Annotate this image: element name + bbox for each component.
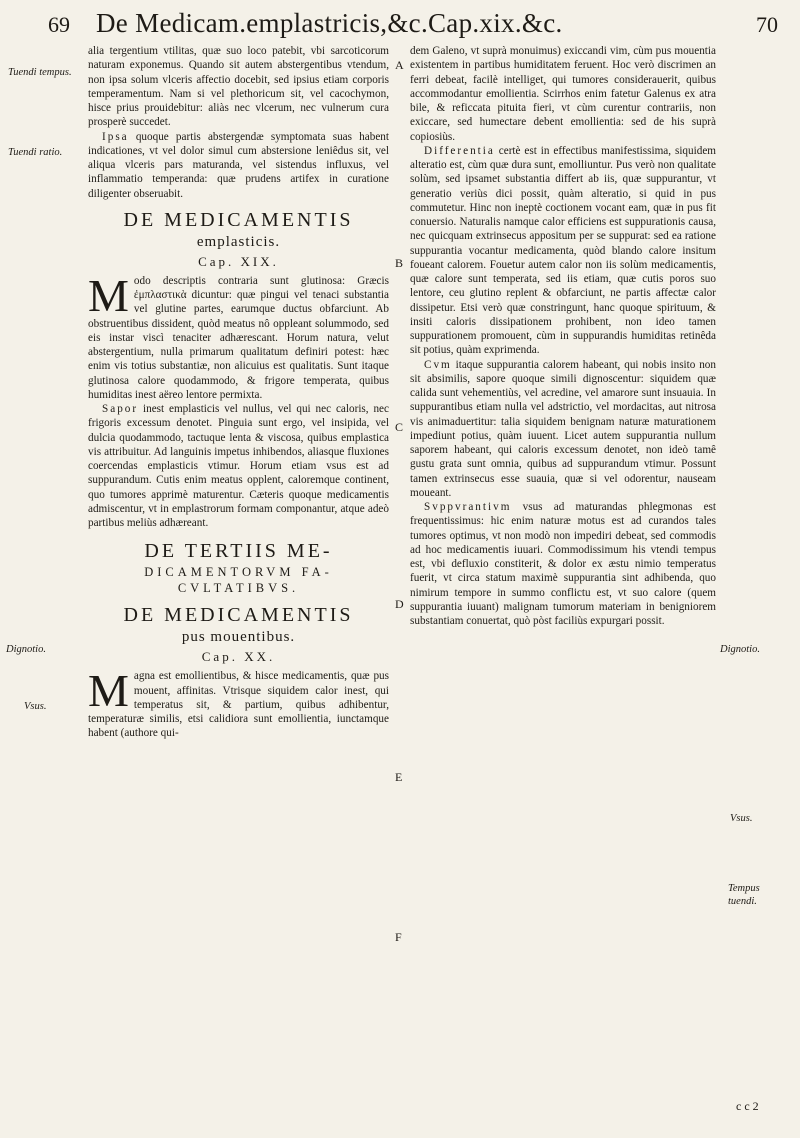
paragraph — [88, 665, 389, 740]
section-heading-tertiis-line2: DICAMENTORVM FA- — [144, 565, 333, 580]
column-mark-e: E — [395, 770, 403, 784]
paragraph-lead-word: Svppvrantivm — [424, 501, 512, 513]
paragraph-text: certè est in effectibus manifestissima, siquidem alteratio est, cùm quæ dura sunt, emolliuntur. Pus verò non qualitate solùm, sed ipsamet substantia differt ab iis, quæ suppurantur, vt generatio veriùs dici possit, quàm alteratio, si quid in pus commutetur. Hinc non ineptè coctionem vocant eam, quæ in pus fit conuersio. Naturalis namque calor efficiens est suppurationis causa, nec quicquam extrinsecus appositum per se suppurat: sed ea ratione suppurantia vocantur medicamenta, quòd blando calore insitum foueant calorem. Fouetur autem calor non iis solùm medicamentis, quæ calore sunt temperata, sed iis etiam, quæ cutis poros suo lentore, ceu glutino replent & obfarciunt, ne partis affectæ calor dissipetur. Etsi verò quæ constringunt, hanc quoque spirituum, & insiti caloris dissipationem prohibent, non ideo tamen suppurationem promouent, cùm in suppurandis humiditas retinêda sit potius, quàm exprimenda. — [410, 144, 716, 357]
section-heading-emplasticis: DE MEDICAMENTIS — [123, 208, 354, 231]
margin-note-dignotio: Dignotio. — [6, 644, 46, 655]
paragraph — [410, 358, 716, 501]
paragraph-text: inest emplasticis vel nullus, vel qui nec caloris, nec frigoris excessum denotet. Pinguia sunt ergo, vel insipida, vel dulcia quodammodo, tactuque lenta & viscosa, quibus emplastica vis attribuitur. Ad languinis impetus inhibendos, aliasque fluxiones coercendas emplasticis vtimur. Horum etiam vsus est ad suppurandum. Cutis enim meatus opplent, caloremque continent, quo tumores apprimè maturentur. Cæteris quoque medicamentis admiscentur, vt in emplastrorum formam componantur, atque adeò partibus meliùs adhæreant. — [88, 403, 389, 529]
chapter-number-xix: Cap. XIX. — [198, 253, 279, 269]
paragraph: alia tergentium vtilitas, quæ suo loco patebit, vbi sarcoticorum naturam exponemus. Quando sit autem abstergentibus vtendum, non ipsa solum vlceris affectio docebit, sed ipsius etiam corporis temperamentum. Nam si vel plethoricum sit, vel cacochymon, hisce prius prouidebitur: aliàs nec vlcerum, nec vulnerum cura prosperè succedet. — [88, 45, 389, 129]
page-header — [0, 8, 800, 42]
drop-cap: M — [88, 269, 129, 321]
margin-note-vsus-right: Vsus. — [730, 813, 753, 824]
paragraph-lead-word: Cvm — [424, 358, 452, 371]
paragraph — [88, 269, 389, 402]
margin-note-tempus-tuendi: Tempus tuendi. — [728, 883, 760, 907]
section-heading-pus-mouentibus: DE MEDICAMENTIS — [123, 604, 354, 627]
right-text-column — [410, 44, 716, 628]
paragraph-lead-word: Differentia — [424, 144, 495, 157]
paragraph-lead-word: Sapor — [102, 403, 139, 415]
page-number-right: 70 — [756, 12, 778, 37]
section-heading-tertiis-line3: CVLTATIBVS. — [177, 581, 300, 596]
column-mark-b: B — [395, 256, 404, 270]
page-number-left: 69 — [48, 12, 70, 37]
section-heading-tertiis: DE TERTIIS ME- — [144, 540, 333, 563]
paragraph-lead-word: Ipsa — [102, 130, 129, 143]
paragraph — [410, 500, 716, 628]
paragraph — [88, 130, 389, 201]
paragraph — [88, 402, 389, 530]
column-mark-d: D — [395, 597, 404, 611]
section-subheading-pus-mouentibus: pus mouentibus. — [181, 629, 296, 646]
paragraph-text: odo descriptis contraria sunt glutinosa: Græcis ἐμπλαστικὰ dicuntur: quæ pingui vel tenaci substantia vel glutine partes, earumque ductus obfarciunt. Ab obstruentibus dissident, quòd meatus nô oppleant solummodo, sed eis instar viscì tenaciter adhærescant. Horum natura, velut abstergentium, nulla primarum qualitatum definiri potest: hæc enim vis totius substantiæ, non alicuius est qualitatis. Sunt itaque glutinosa calore quodammodo, & frigore temperata, quibus humiditas inest aëreo lentore permixta. — [88, 274, 389, 401]
margin-note-dignotio-right: Dignotio. — [720, 644, 760, 655]
running-title: De Medicam.emplastricis,&c.Cap.xix.&c. — [96, 8, 563, 38]
margin-note-vsus: Vsus. — [24, 701, 47, 712]
column-mark-c: C — [395, 420, 404, 434]
paragraph-text: itaque suppurantia calorem habeant, qui nobis insito non sit absimilis, sapore quoque simili dignoscentur: siquidem quæ calida sunt vehementiùs, vel acredine, vel amarore sunt insuauia. In suppurantibus etiam nulla vel adstrictio, vel mordacitas, aut nitrosa vis animaduertitur: talia siquidem benignam naturæ maturationem impediunt potius, quàm iuuent. Licet autem suppurantia nullum saporem habeant, qui caloris excessum denotet, non ideò tamê gustu grata sunt omnia, quibus ad suppurandum vtimur. Possunt tamen extrinsecus esse suauia, quæ si vel odorentur, nauseam moueant. — [410, 358, 716, 499]
signature-mark: c c 2 — [736, 1099, 759, 1113]
column-mark-f: F — [395, 930, 402, 944]
left-text-column — [88, 44, 389, 741]
paragraph: dem Galeno, vt suprà monuimus) exiccandi vim, cùm pus mouentia existentem in partibus humiditatem feruent. Hoc verò discrimen an ferri debeat, facilè intelliget, qui tumores considerauerit, quibus accommodantur emollientia. Scirrhos enim fatetur Galenus ex atra bile, & reficcata pituita fieri, vt cùm curentur contrariis, non exiccare, sed humectare debent emollientia: sed de his suprà copiosiùs. — [410, 45, 716, 143]
column-mark-a: A — [395, 58, 404, 72]
paragraph-text: agna est emollientibus, & hisce medicamentis, quæ pus mouent, affinitas. Vtrisque siquidem calor inest, qui temperatus sit, & partium, quibus adhibentur, temperaturæ similis, etsi calidiora sunt emollientia, iunctamque habent (authore qui- — [88, 670, 389, 740]
chapter-number-xx: Cap. XX. — [201, 649, 276, 665]
margin-note-tuendi-ratio: Tuendi ratio. — [8, 147, 63, 158]
section-subheading-emplasticis: emplasticis. — [196, 233, 281, 250]
drop-cap: M — [88, 665, 129, 717]
paragraph-text: vsus ad maturandas phlegmonas est frequentissimus: hic enim naturæ motus est ad curandos tales tumores optimus, vt non modò non impediri debeat, sed commodis ad hoc medicamentis iuuari. Commodissimum his vtendi tempus est, vbi defluxio constiterit, & dolor ex æstu nimio temperatus fuerit, vt circa statum maximè suppurantia sint adhibenda, quo nimirum tempore in summo conflictu est, vt suo calore (quem suppurantia iuuant) malignam tumorum materiam in benigniorem substantiam conuertat, quò pòst faciliùs expurgari possit. — [410, 501, 716, 627]
margin-note-tuendi-tempus: Tuendi tempus. — [8, 67, 72, 78]
paragraph-text: quoque partis abstergendæ symptomata suas habent indicationes, vt vel dolor simul cum abstersione leniêdus sit, vel aliqua vlceris pars maturanda, vel sistendus influxus, vel inflammatio temperanda: quæ prudens artifex in curatione diligenter obseruabit. — [88, 130, 389, 200]
paragraph — [410, 144, 716, 358]
